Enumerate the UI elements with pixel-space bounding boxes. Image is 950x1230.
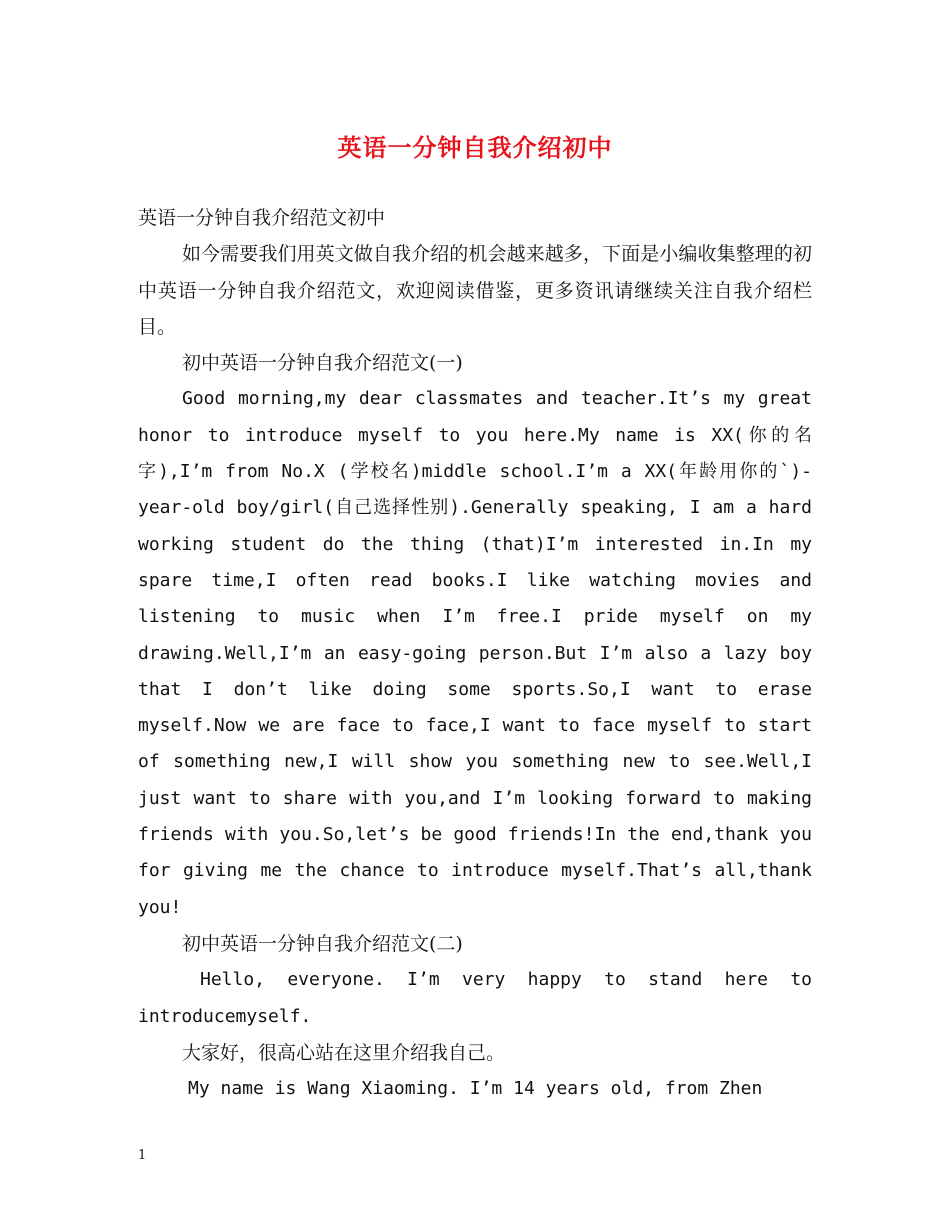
intro-paragraph: 如今需要我们用英文做自我介绍的机会越来越多，下面是小编收集整理的初中英语一分钟自我介绍范文，欢迎阅读借鉴，更多资讯请继续关注自我介绍栏目。 (138, 243, 812, 338)
page-number: 1 (138, 1148, 147, 1163)
section2-paragraph-3: My name is Wang Xiaoming. I’m 14 years old, from Zhen (188, 1078, 763, 1100)
section2-heading: 初中英语一分钟自我介绍范文(二) (182, 932, 463, 955)
document-body (138, 200, 812, 1107)
section1-heading: 初中英语一分钟自我介绍范文(一) (182, 352, 463, 375)
section2-paragraph-2: 大家好，很高心站在这里介绍我自己。 (182, 1041, 506, 1064)
document-title: 英语一分钟自我介绍初中 (337, 133, 613, 162)
section2-paragraph-1: Hello, everyone. I’m very happy to stand here to introducemyself. (138, 969, 812, 1027)
subtitle: 英语一分钟自我介绍范文初中 (138, 207, 386, 229)
section1-paragraph: Good morning,my dear classmates and teacher.It’s my great honor to introduce myself to you here.My name is XX(你的名字),I’m from No.X (学校名)middle school.I’m a XX(年龄用你的`)-year-old boy/girl(自己选择性别).Generally speaking, I am a hard working student do the thing (that)I’m interested in.In my spare time,I often read books.I like watching movies and listening to music when I’m free.I pride myself on my drawing.Well,I’m an easy-going person.But I’m also a lazy boy that I don’t like doing some sports.So,I want to erase myself.Now we are face to face,I want to face myself to start of something new,I will show you something new to see.Well,I just want to share with you,and I’m looking forward to making friends with you.So,let’s be good friends!In the end,thank you for giving me the chance to introduce myself.That’s all,thank you! (138, 388, 812, 918)
